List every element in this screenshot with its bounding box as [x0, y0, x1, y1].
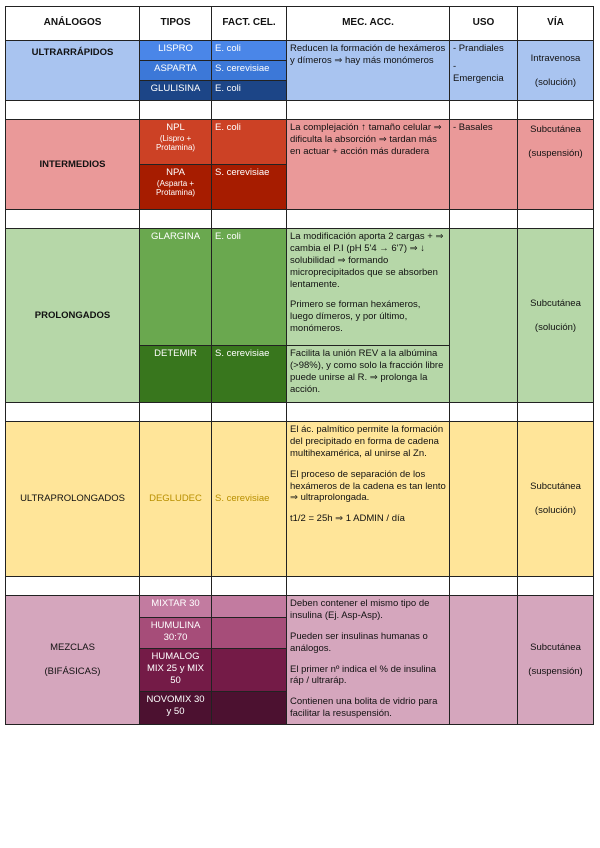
mez-mec-p1: Deben contener el mismo tipo de insulina (Ej. Asp-Asp).	[290, 598, 430, 621]
type-npa-name: NPA	[166, 167, 185, 178]
fact-mixtar	[212, 596, 287, 618]
header-analogos: ANÁLOGOS	[6, 7, 140, 41]
ultra-uso	[450, 41, 518, 101]
prol-via-line-1: Subcutánea	[530, 297, 581, 309]
prol-via-line-2: (solución)	[534, 321, 577, 333]
header-fact-cel: FACT. CEL.	[212, 7, 287, 41]
type-glargina: GLARGINA	[140, 229, 212, 346]
type-degludec: DEGLUDEC	[140, 422, 212, 577]
fact-asparta: S. cerevisiae	[212, 61, 287, 81]
fact-humalog	[212, 649, 287, 692]
inter-mec: La complejación ↑ tamaño celular ⇒ dificulta la absorción ⇒ tardan más en actuar + acción más duradera	[287, 120, 450, 210]
mez-mec	[287, 596, 450, 725]
ultra-mec: Reducen la formación de hexámeros y dímeros ⇒ hay más monómeros	[287, 41, 450, 101]
prol-uso	[450, 229, 518, 403]
uprol-via-line-2: (solución)	[534, 505, 577, 516]
type-npl	[140, 120, 212, 165]
inter-via-line-2: (suspensión)	[528, 147, 583, 159]
header-mec-acc: MEC. ACC.	[287, 7, 450, 41]
inter-uso: - Basales	[450, 120, 518, 210]
type-npl-name: NPL	[166, 122, 185, 133]
type-lispro: LISPRO	[140, 41, 212, 61]
insulin-analogs-table	[5, 6, 594, 725]
ultra-row-1	[6, 41, 594, 61]
uprol-mec-p1: El ác. palmítico permite la formación del precipitado en forma de cadena multihexamérica, al unirse al Zn.	[290, 424, 444, 459]
mez-uso	[450, 596, 518, 725]
uprol-mec	[287, 422, 450, 577]
header-tipos: TIPOS	[140, 7, 212, 41]
ultra-via-line-2: (solución)	[534, 76, 577, 88]
header-row	[6, 7, 594, 41]
mez-via-line-2: (suspensión)	[528, 666, 583, 677]
type-humulina: HUMULINA 30:70	[140, 618, 212, 649]
inter-name: INTERMEDIOS	[6, 120, 140, 210]
fact-glargina: E. coli	[212, 229, 287, 346]
mez-name-line-2: (BIFÁSICAS)	[44, 666, 101, 677]
uprol-uso	[450, 422, 518, 577]
mez-mec-p2: Pueden ser insulinas humanas o análogos.	[290, 630, 428, 654]
uprol-name: ULTRAPROLONGADOS	[6, 422, 140, 577]
type-asparta: ASPARTA	[140, 61, 212, 81]
uprol-row	[6, 422, 594, 577]
type-humalog: HUMALOG MIX 25 y MIX 50	[140, 649, 212, 692]
detemir-mec: Facilita la unión REV a la albúmina (>98%), y como solo la fracción libre puede unirse al R. ⇒ prolonga la acción.	[287, 346, 450, 403]
header-via: VÍA	[518, 7, 594, 41]
prol-row-1	[6, 229, 594, 346]
fact-npl: E. coli	[212, 120, 287, 165]
type-npl-sub: (Lispro + Protamina)	[155, 133, 196, 153]
fact-humulina	[212, 618, 287, 649]
fact-novomix	[212, 692, 287, 725]
mez-name-line-1: MEZCLAS	[50, 642, 95, 654]
fact-glulisina: E. coli	[212, 81, 287, 101]
glargina-mec-p2: Primero se forman hexámeros, luego dímeros, y por último, monómeros.	[290, 299, 421, 335]
mez-mec-p3: El primer nº indica el % de insulina ráp / ultraráp.	[290, 663, 437, 687]
uprol-via	[518, 422, 594, 577]
mez-name	[6, 596, 140, 725]
ultra-uso-line-1: - Prandiales	[453, 43, 504, 54]
fact-detemir: S. cerevisiae	[212, 346, 287, 403]
type-npa-sub: (Asparta + Protamina)	[155, 178, 196, 198]
fact-npa: S. cerevisiae	[212, 165, 287, 210]
fact-degludec: S. cerevisiae	[212, 422, 287, 577]
header-uso: USO	[450, 7, 518, 41]
type-novomix: NOVOMIX 30 y 50	[140, 692, 212, 725]
type-glulisina: GLULISINA	[140, 81, 212, 101]
mez-via	[518, 596, 594, 725]
ultra-uso-line-3: Emergencia	[453, 72, 504, 84]
mez-mec-p4: Contienen una bolita de vidrio para facilitar la resuspensión.	[290, 696, 438, 720]
spacer-row	[6, 577, 594, 596]
fact-lispro: E. coli	[212, 41, 287, 61]
type-detemir: DETEMIR	[140, 346, 212, 403]
inter-via-line-1: Subcutánea	[530, 124, 581, 135]
spacer-row	[6, 101, 594, 120]
uprol-mec-p3: t1/2 = 25h ⇒ 1 ADMIN / día	[290, 513, 405, 525]
type-npa	[140, 165, 212, 210]
uprol-via-line-1: Subcutánea	[530, 481, 581, 493]
prol-name: PROLONGADOS	[6, 229, 140, 403]
spacer-row	[6, 210, 594, 229]
mez-via-line-1: Subcutánea	[530, 642, 581, 654]
glargina-mec-p1: La modificación aporta 2 cargas + ⇒ cambia el P.I (pH 5'4 → 6'7) ⇒ ↓ solubilidad ⇒ formando microprecipitados que se absorben lentamente.	[290, 231, 444, 290]
inter-via	[518, 120, 594, 210]
ultra-via-line-1: Intravenosa	[530, 52, 581, 64]
uprol-mec-p2: El proceso de separación de los hexámeros de la cadena es tan lento ⇒ ultraprolongada.	[290, 468, 446, 504]
ultra-via	[518, 41, 594, 101]
ultra-name: ULTRARRÁPIDOS	[6, 41, 140, 101]
ultra-uso-line-2: -	[453, 60, 457, 72]
glargina-mec	[287, 229, 450, 346]
type-mixtar: MIXTAR 30	[140, 596, 212, 618]
inter-row-1	[6, 120, 594, 165]
mez-row-1	[6, 596, 594, 618]
prol-via	[518, 229, 594, 403]
spacer-row	[6, 403, 594, 422]
